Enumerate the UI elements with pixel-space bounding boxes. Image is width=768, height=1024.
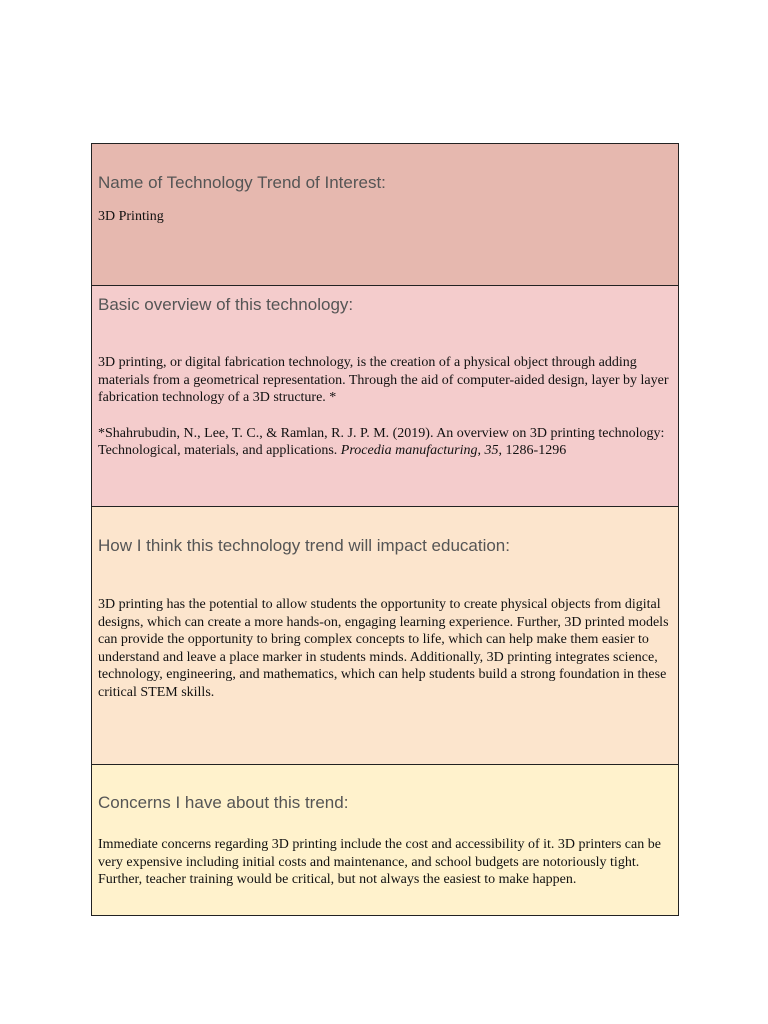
- section-technology-name: [92, 144, 678, 286]
- citation-text: [98, 425, 670, 460]
- document-table: [91, 143, 679, 916]
- section-heading: Concerns I have about this trend:: [98, 793, 349, 812]
- section-overview: [92, 286, 678, 507]
- citation-authors-title: *Shahrubudin, N., Lee, T. C., & Ramlan, R. J. P. M. (2019). An overview on 3D printing technology: Technological, materials, and applications.: [98, 425, 665, 458]
- impact-text: 3D printing has the potential to allow students the opportunity to create physical objects from digital designs, which can create a more hands-on, engaging learning experience. Further, 3D printed models can provide the opportunity to bring complex concepts to life, which can help make them easier to understand and leave a place marker in students minds. Additionally, 3D printing integrates science, technology, engineering, and mathematics, which can help students build a strong foundation in these critical STEM skills.: [98, 597, 669, 700]
- overview-text: 3D printing, or digital fabrication technology, is the creation of a physical object through adding materials from a geometrical representation. Through the aid of computer-aided design, layer by layer fabrication technology of a 3D structure. *: [98, 355, 669, 405]
- section-concerns: [92, 765, 678, 915]
- citation-pages: , 1286-1296: [498, 443, 567, 458]
- section-heading: Basic overview of this technology:: [98, 295, 354, 314]
- concerns-text: Immediate concerns regarding 3D printing include the cost and accessibility of it. 3D printers can be very expensive including initial costs and maintenance, and school budgets are notoriously tight. Further, teacher training would be critical, but not always the easiest to make happen.: [98, 837, 661, 887]
- citation-volume: 35: [484, 443, 499, 458]
- citation-separator: ,: [477, 443, 485, 458]
- technology-name-text: 3D Printing: [98, 209, 164, 224]
- section-heading: How I think this technology trend will impact education:: [98, 536, 510, 555]
- citation-journal: Procedia manufacturing: [340, 443, 478, 458]
- section-impact: [92, 507, 678, 765]
- section-heading: Name of Technology Trend of Interest:: [98, 173, 386, 192]
